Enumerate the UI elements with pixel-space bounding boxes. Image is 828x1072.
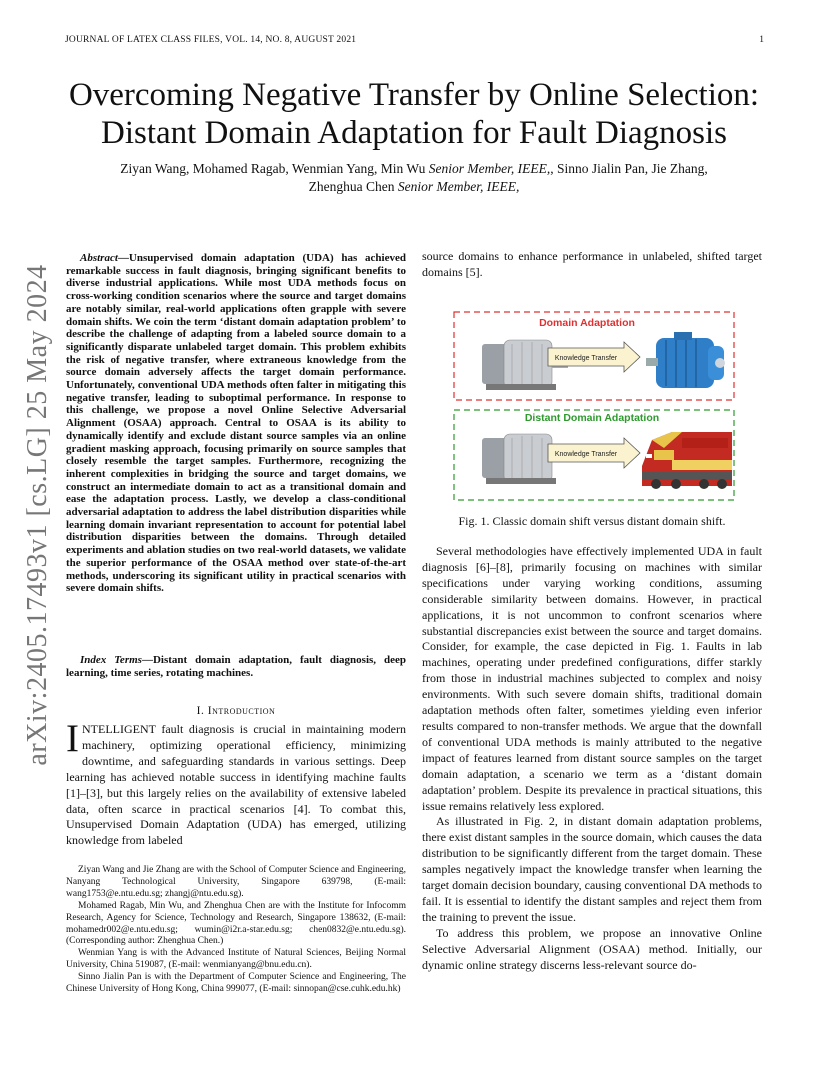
author-role-2: Senior Member, IEEE, [397, 179, 520, 194]
paragraph-2: As illustrated in Fig. 2, in distant domain adaptation problems, there exist distant samples in the source domain, which causes the data distribution to be significantly different from the target domain. These samples negatively impact the knowledge transfer when learning the target domain decision boundary, causing conventional DA methods to fail. It is essential to identify the distant samples and reject them from the training to prevent the issue. [422, 814, 762, 924]
footnote-1: Ziyan Wang and Jie Zhang are with the School of Computer Science and Engineering, Nanyang Technological University, Singapore 639798, (E-mail: wang1753@e.ntu.edu.sg; zhangj@ntu.edu.sg). [66, 865, 406, 899]
abstract-text: —Unsupervised domain adaptation (UDA) has achieved remarkable success in fault diagnosis, bringing significant benefits to diverse industrial applications. While most UDA methods focus on cross-working condition scenarios where the source and target domains are notably similar, real-world applications often grapple with severe domain shifts. We coin the term ‘distant domain adaptation problem’ to describe the challenge of adapting from a labeled source domain to a significantly disparate unlabeled target domain. This problem exhibits the risk of negative transfer, where extraneous knowledge from the source domain adversely affects the target domain performance. Unfortunately, conventional UDA methods often falter in mitigating this negative transfer, leading to suboptimal performance. In response to this challenge, we propose a novel Online Selective Adversarial Alignment (OSAA) approach. Central to OSAA is its ability to dynamically identify and exclude distant source samples via an online gradient masking approach, focusing primarily on source samples that closely resemble the target samples. Furthermore, recognizing the inherent complexities in bridging the source and target domains, we construct an intermediate domain to act as a transitional domain and ease the adaptation process. Lastly, we develop a class-conditional adversarial adaptation to address the label distribution disparities while learning domain invariant representation to account for potential label distribution disparities between the domains. Through detailed experiments and ablation studies on two real-world datasets, we validate the superior performance of the OSAA method over state-of-the-art methods, underscoring its significant utility in practical scenarios with severe domain shifts. [66, 252, 406, 595]
right-column-continuation: source domains to enhance performance in unlabeled, shifted target domains [5]. [422, 249, 762, 279]
page-number: 1 [759, 35, 764, 45]
intro-text: fault diagnosis is crucial in maintaining modern machinery, optimizing operational efficiency, minimizing downtime, and safeguarding standards in various settings. Deep learning has achieved notable success in identifying machine faults [1]–[3], but this largely relies on the availability of extensive labeled data, often scarce in practical scenarios [4]. To combat this, Unsupervised Domain Adaptation (UDA) has emerged, utilizing knowledge from labeled [66, 722, 406, 848]
author-names-1b: , Sinno Jialin Pan, Jie Zhang, [550, 161, 708, 176]
index-terms-text: —Distant domain adaptation, fault diagnosis, deep learning, time series, rotating machines. [66, 654, 406, 679]
author-line-2 [40, 178, 788, 196]
panel-1-title: Domain Adaptation [539, 317, 635, 329]
footnote-3: Wenmian Yang is with the Advanced Institute of Natural Sciences, Beijing Normal University, China 519087, (E-mail: wenmianyang@bnu.edu.cn). [66, 948, 406, 971]
running-head: JOURNAL OF LATEX CLASS FILES, VOL. 14, NO. 8, AUGUST 2021 [65, 35, 357, 45]
right-column-body [422, 544, 762, 973]
section-title: Introduction [207, 705, 276, 717]
paper-title [40, 76, 788, 152]
arxiv-stamp-text: arXiv:2405.17493v1 [cs.LG] 25 May 2024 [22, 264, 53, 766]
intro-first-word: NTELLIGENT [82, 722, 156, 736]
author-names-2: Zhenghua Chen [308, 179, 395, 194]
footnote-2: Mohamed Ragab, Min Wu, and Zhenghua Chen are with the Institute for Infocomm Research, Agency for Science, Technology and Research, Singapore 138632, (E-mail: mohamedr002@e.ntu.edu.sg; wumin@i2r.a-star.edu.sg; chen0832@e.ntu.edu.sg). (Corresponding author: Zhenghua Chen.) [66, 900, 406, 947]
locomotive-icon [642, 432, 732, 489]
knowledge-transfer-arrow-2 [548, 438, 640, 468]
figure-1 [452, 310, 736, 502]
title-line-1: Overcoming Negative Transfer by Online Selection: [68, 77, 760, 113]
section-heading [66, 705, 406, 717]
abstract [66, 252, 406, 595]
arrow-label-2: Knowledge Transfer [554, 451, 618, 458]
figure-caption: Fig. 1. Classic domain shift versus distant domain shift. [458, 514, 726, 528]
intro-paragraph [66, 717, 406, 849]
arrow-label-1: Knowledge Transfer [554, 355, 618, 362]
author-names-1: Ziyan Wang, Mohamed Ragab, Wenmian Yang, Min Wu [120, 161, 426, 176]
author-role-1: Senior Member, IEEE, [428, 161, 551, 176]
footnotes [66, 865, 406, 996]
footnote-4: Sinno Jialin Pan is with the Department of Computer Science and Engineering, The Chinese University of Hong Kong, China 999077, (E-mail: sinnopan@cse.cuhk.edu.hk) [66, 972, 406, 995]
panel-2-title: Distant Domain Adaptation [524, 412, 660, 424]
paragraph-1: Several methodologies have effectively implemented UDA in fault diagnosis [6]–[8], primarily focusing on machines with similar specifications under varying working conditions, assuming considerable similarity between domains. However, in practical applications, it is not uncommon to confront scenarios where substantial discrepancies exist between the source and target domains. Consider, for example, the case depicted in Fig. 1. Faults in lab machines, operating under predefined configurations, differ starkly from those in industrial machines subjected to complex and noisy environments. With such severe domain shifts, traditional domain adaptation methods often falter, sometimes yielding even inferior results compared to non-transfer methods. We argue that the downfall of conventional UDA methods is mainly attributed to the negative impact of features learned from distant source samples on the target domain adaptation, a scenario we term as a ‘distant domain adaptation’ problem. Despite its prevalence in practical situations, this issue remains relatively less explored. [422, 544, 762, 813]
section-number: I. [196, 705, 208, 717]
title-line-2: Distant Domain Adaptation for Fault Diagnosis [100, 115, 728, 151]
abstract-label: Abstract [80, 252, 118, 264]
index-terms [66, 654, 406, 679]
index-terms-label: Index Terms [80, 654, 142, 666]
dropcap: I [66, 717, 79, 760]
industrial-motor-icon [646, 332, 725, 388]
paragraph-3: To address this problem, we propose an innovative Online Selective Adversarial Alignment (OSAA) method. Initially, our dynamic online strategy discerns less-relevant source do- [422, 925, 762, 972]
author-line-1 [40, 160, 788, 178]
author-list [40, 160, 788, 196]
